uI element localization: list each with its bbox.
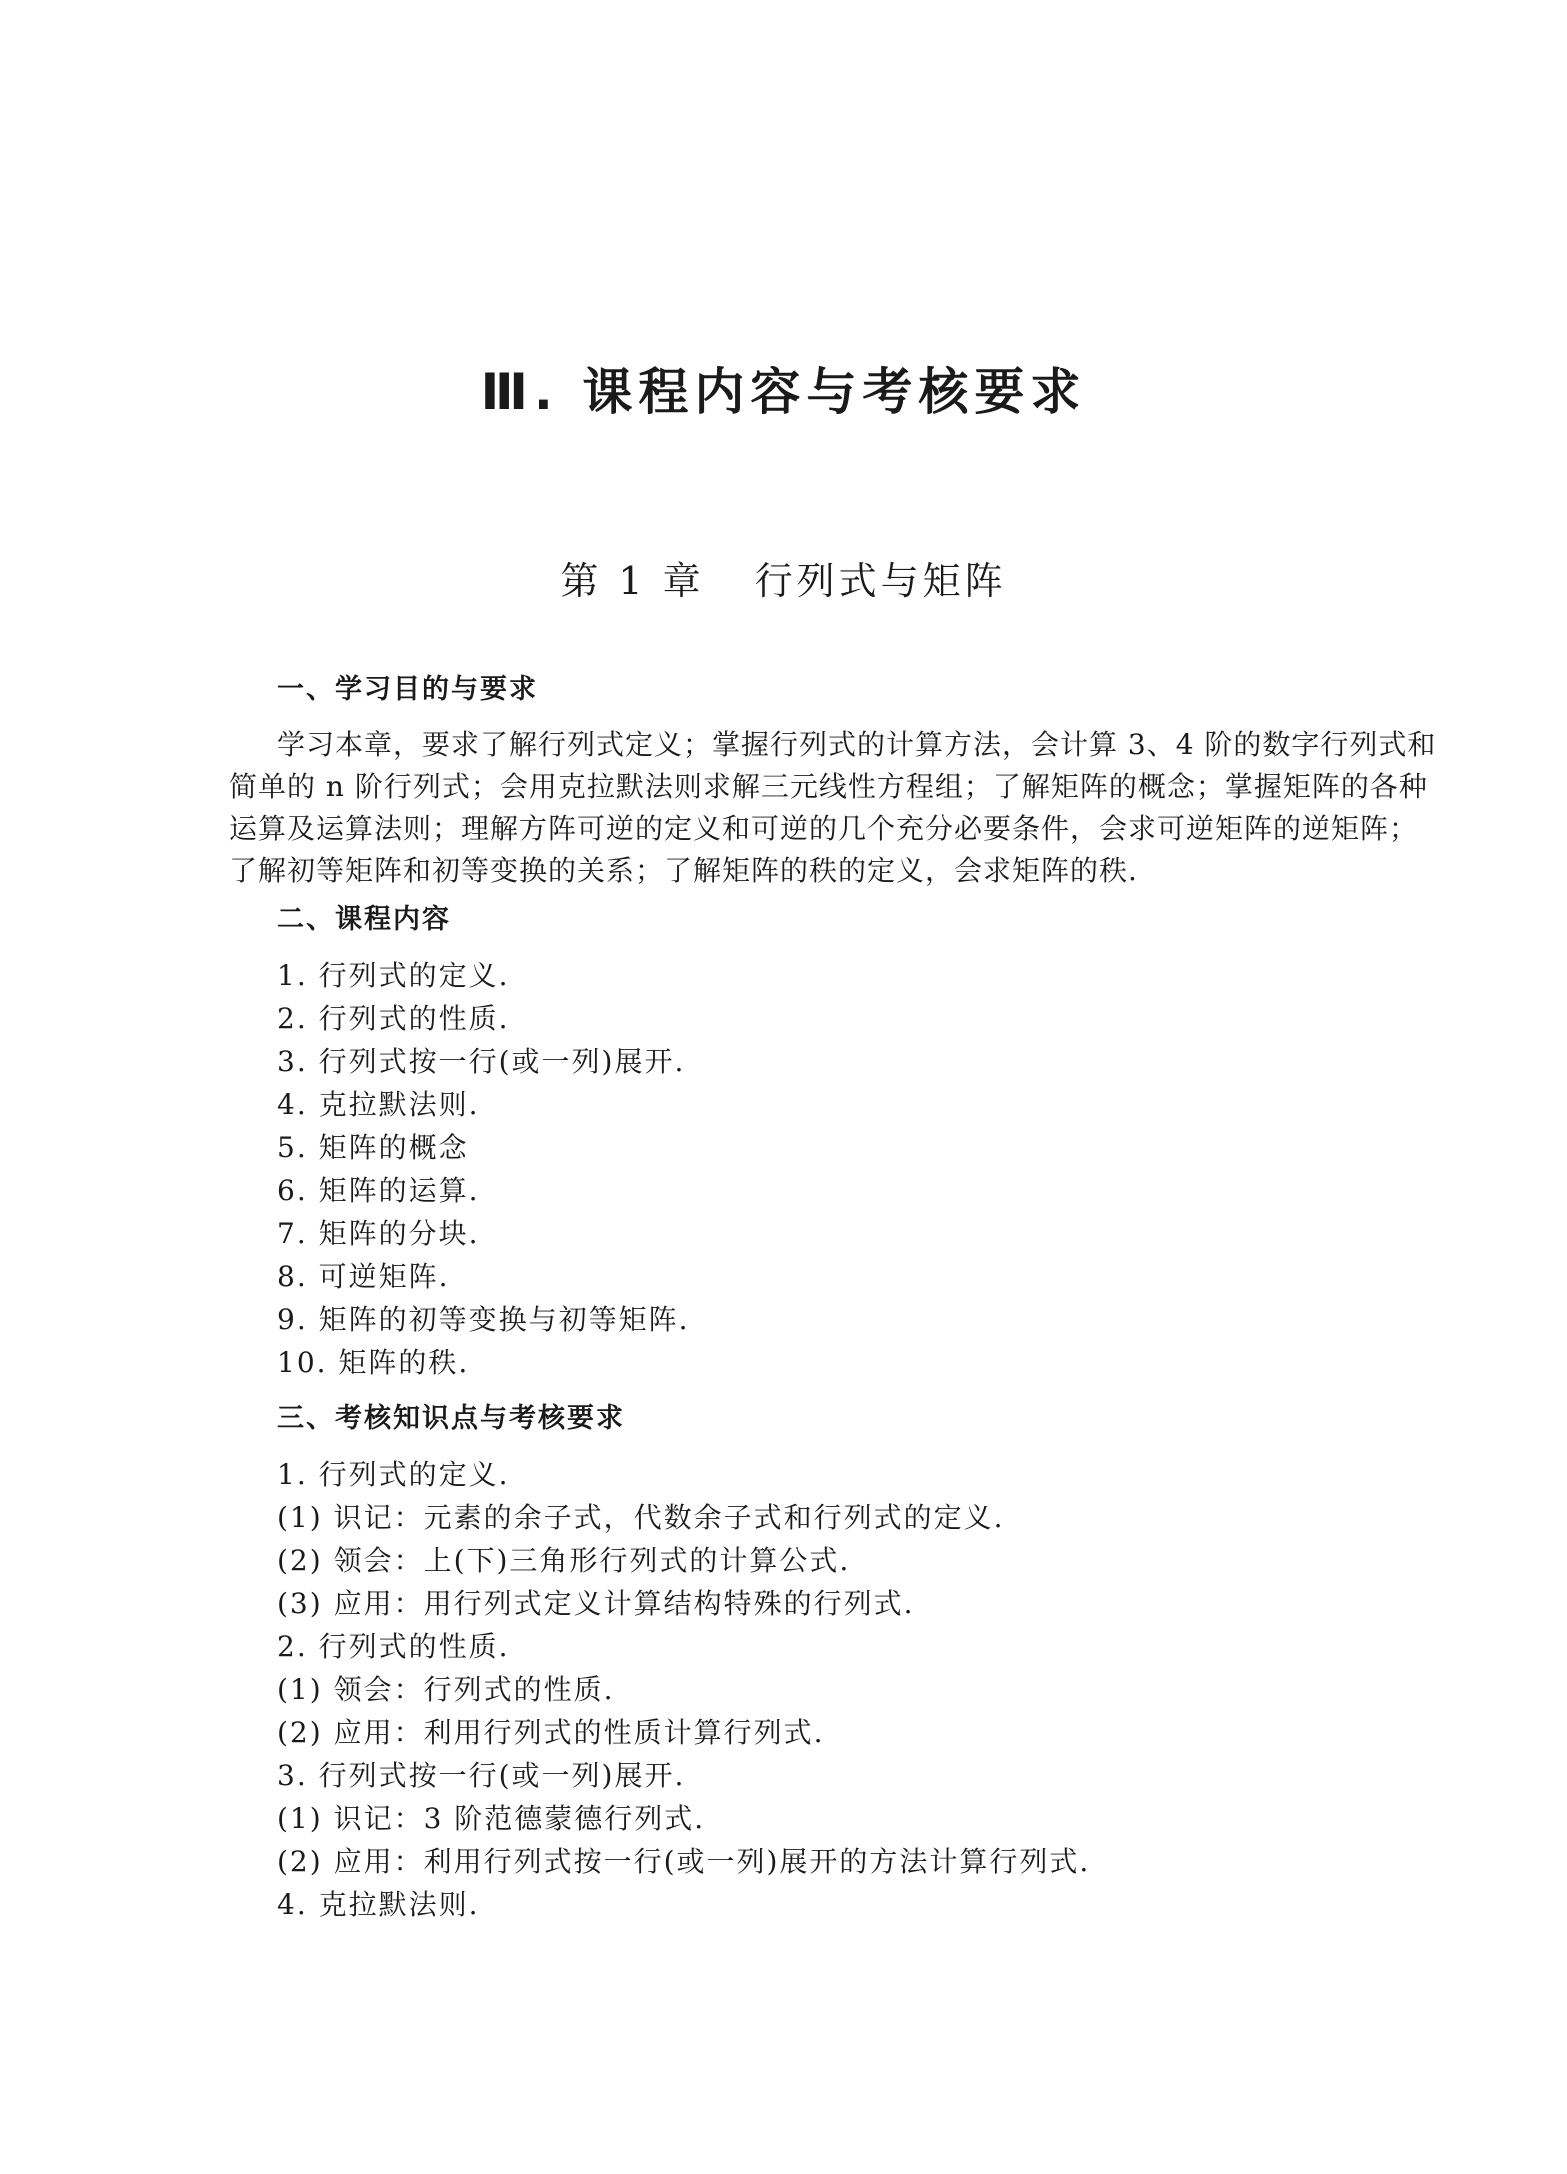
list-item: (2) 应用：利用行列式按一行(或一列)展开的方法计算行列式. [277,1845,1091,1878]
page-title: Ⅲ. 课程内容与考核要求 [480,363,1087,421]
paragraph-line: 简单的 n 阶行列式；会用克拉默法则求解三元线性方程组；了解矩阵的概念；掌握矩阵的各种 [229,770,1428,803]
list-item: 4. 克拉默法则. [277,1888,480,1921]
list-item: 4. 克拉默法则. [277,1088,480,1121]
paragraph-line: 学习本章，要求了解行列式定义；掌握行列式的计算方法，会计算 3、4 阶的数字行列式和 [277,728,1437,761]
section-paragraph [229,724,1437,892]
list-item: 6. 矩阵的运算. [277,1174,480,1207]
list-item: 1. 行列式的定义. [277,959,510,992]
section-heading: 二、课程内容 [277,904,451,935]
list-item: (1) 识记：元素的余子式，代数余子式和行列式的定义. [277,1501,1005,1534]
list-item: (1) 领会：行列式的性质. [277,1673,615,1706]
list-item: 9. 矩阵的初等变换与初等矩阵. [277,1303,690,1336]
section-heading: 三、考核知识点与考核要求 [277,1403,625,1434]
list-item: 8. 可逆矩阵. [277,1260,450,1293]
paragraph-line: 了解初等矩阵和初等变换的关系；了解矩阵的秩的定义，会求矩阵的秩. [229,854,1138,887]
list-item: 3. 行列式按一行(或一列)展开. [277,1045,686,1078]
chapter-heading [0,550,1567,605]
list-item: (1) 识记：3 阶范德蒙德行列式. [277,1802,706,1835]
list-item: 10. 矩阵的秩. [277,1346,470,1379]
list-item: 2. 行列式的性质. [277,1630,510,1663]
assessment-list [229,1453,1387,1926]
list-item: 3. 行列式按一行(或一列)展开. [277,1759,686,1792]
list-item: (2) 应用：利用行列式的性质计算行列式. [277,1716,825,1749]
list-item: (2) 领会：上(下)三角形行列式的计算公式. [277,1544,851,1577]
paragraph-line: 运算及运算法则；理解方阵可逆的定义和可逆的几个充分必要条件，会求可逆矩阵的逆矩阵； [229,812,1419,845]
page-content [229,668,1437,1939]
list-item: 5. 矩阵的概念 [277,1131,469,1164]
list-item: 1. 行列式的定义. [277,1458,510,1491]
section-heading: 一、学习目的与要求 [277,674,538,705]
chapter-name: 行列式与矩阵 [754,559,1007,603]
course-content-list [229,954,1387,1384]
list-item: (3) 应用：用行列式定义计算结构特殊的行列式. [277,1587,915,1620]
list-item: 2. 行列式的性质. [277,1002,510,1035]
chapter-number: 第 1 章 [560,559,705,603]
list-item: 7. 矩阵的分块. [277,1217,480,1250]
